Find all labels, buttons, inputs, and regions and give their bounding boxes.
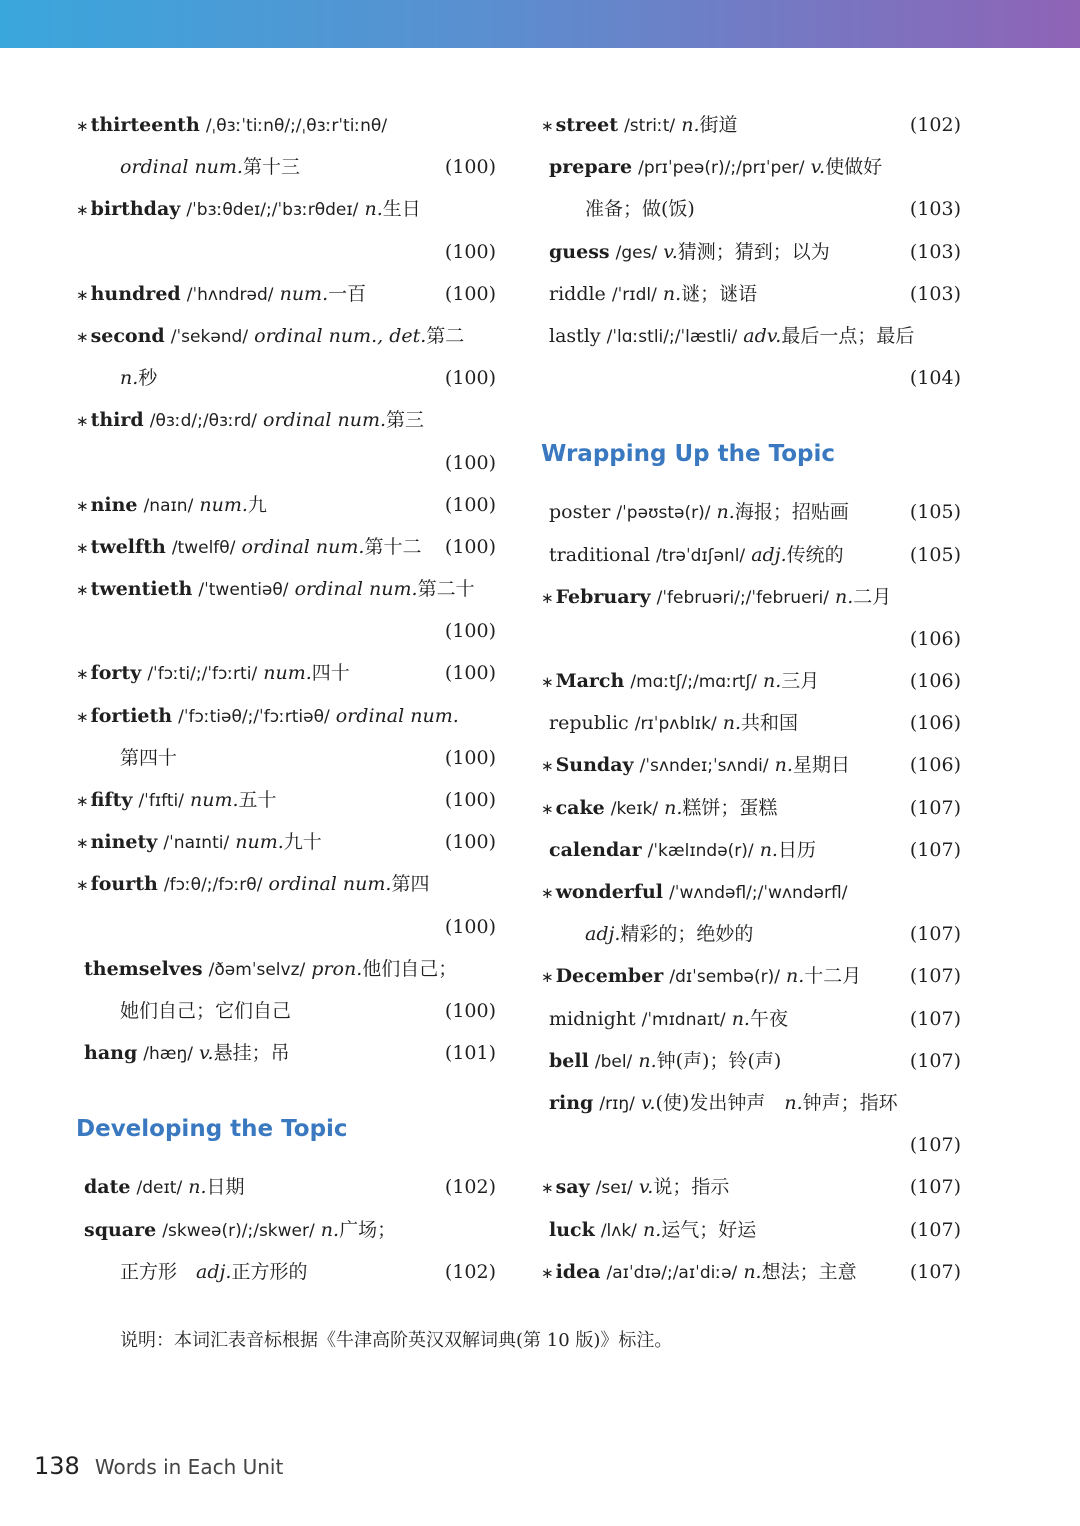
vocab-word: wonderful [555, 881, 664, 903]
left-column [76, 104, 496, 1293]
phonetic: /prɪˈpeə(r)/;/prɪˈper/ [638, 158, 805, 179]
page-ref: (100) [444, 789, 496, 811]
vocab-line [541, 491, 961, 533]
vocab-word: Sunday [555, 754, 634, 777]
part-of-speech: n. [743, 1260, 762, 1283]
definition: 第三 [386, 409, 425, 432]
page-ref: (100) [444, 535, 496, 558]
part-of-speech: n. [638, 1049, 657, 1072]
vocab-word: say [555, 1176, 590, 1199]
phonetic: /ˌθɜːˈtiːnθ/;/ˌθɜːrˈtiːnθ/ [205, 116, 388, 136]
page-ref: (106) [909, 627, 961, 650]
definition: (使)发出钟声 [655, 1091, 766, 1114]
definition: 共和国 [741, 712, 799, 735]
definition: 日历 [777, 838, 816, 861]
phonetic: /fɔːθ/;/fɔːrθ/ [163, 875, 263, 896]
vocab-line [76, 104, 496, 146]
part-of-speech: ordinal num. [268, 873, 392, 896]
star-icon: ∗ [541, 799, 554, 818]
page-ref: (100) [444, 367, 496, 390]
star-icon: ∗ [76, 117, 89, 135]
definition: 他们自己； [362, 957, 458, 980]
vocab-line [76, 1251, 496, 1293]
phonetic: /θɜːd/;/θɜːrd/ [149, 411, 257, 432]
phonetic: /ˈrɪdl/ [611, 284, 657, 305]
star-icon: ∗ [76, 201, 89, 220]
definition: 想法；主意 [761, 1260, 857, 1283]
phonetic: /rɪŋ/ [599, 1093, 635, 1114]
part-of-speech: n. [662, 282, 682, 305]
vocab-word: fourth [90, 873, 158, 896]
vocab-line [76, 990, 496, 1032]
vocab-word: second [90, 324, 165, 347]
phonetic: /keɪk/ [610, 798, 659, 819]
vocab-line [76, 273, 496, 315]
vocab-line [76, 442, 496, 484]
vocab-line [76, 948, 496, 990]
part-of-speech: n. [681, 114, 700, 136]
vocab-word: riddle [549, 282, 606, 305]
definition: 钟(声)；铃(声) [656, 1049, 782, 1072]
part-of-speech: n. [642, 1218, 662, 1241]
page-ref: (100) [444, 451, 496, 474]
definition: 正方形的 [231, 1260, 308, 1283]
page-ref: (105) [909, 543, 961, 566]
vocab-line [76, 695, 496, 737]
vocab-line [76, 526, 496, 568]
part-of-speech: ordinal num., det. [254, 324, 427, 347]
part-of-speech: num. [199, 493, 248, 516]
definition: 日期 [206, 1176, 245, 1199]
left-word-list [76, 104, 496, 1074]
definition: 猜测；猜到；以为 [677, 240, 830, 263]
vocab-line [541, 146, 961, 188]
part-of-speech: adv. [743, 324, 782, 347]
star-icon: ∗ [76, 412, 89, 431]
phonetic: /ˈsʌndeɪ;ˈsʌndi/ [639, 756, 769, 777]
vocab-word: fortieth [90, 704, 173, 727]
star-icon: ∗ [76, 538, 89, 557]
vocab-word: nine [90, 493, 138, 516]
vocab-line [541, 576, 961, 618]
definition: 五十 [238, 789, 277, 811]
page-ref: (106) [909, 712, 961, 735]
star-icon: ∗ [541, 884, 554, 902]
star-icon: ∗ [76, 665, 89, 684]
vocab-line [541, 1251, 961, 1293]
section-heading-developing: Developing the Topic [76, 1116, 348, 1143]
star-icon: ∗ [541, 757, 554, 776]
page-number: 138 [34, 1452, 80, 1480]
page-ref: (104) [909, 367, 961, 390]
vocab-line [541, 1040, 961, 1082]
phonetic: /trəˈdɪʃənl/ [656, 545, 746, 566]
definition: 十二月 [804, 965, 862, 988]
header-gradient-bar [0, 0, 1080, 48]
definition: 第二 [426, 324, 465, 347]
vocab-word: themselves [84, 957, 203, 980]
phonetic: /ˈfɔːti/;/ˈfɔːrti/ [147, 664, 258, 685]
vocab-line [541, 829, 961, 871]
part-of-speech: n. [835, 585, 854, 608]
vocab-line [541, 231, 961, 273]
page-ref: (103) [909, 198, 961, 221]
pronunciation-note: 说明：本词汇表音标根据《牛津高阶英汉双解词典(第 10 版)》标注。 [120, 1330, 673, 1351]
phonetic: /ges/ [615, 242, 658, 263]
star-icon: ∗ [76, 496, 89, 515]
vocab-word: February [555, 585, 651, 608]
vocab-line [76, 1209, 496, 1251]
vocab-line [541, 787, 961, 829]
page-ref: (103) [909, 282, 961, 305]
phonetic: /seɪ/ [595, 1178, 633, 1199]
definition: 三月 [781, 670, 820, 693]
page-ref: (107) [909, 1007, 961, 1030]
vocab-word: twelfth [90, 535, 166, 558]
vocab-line [76, 821, 496, 863]
left-word-list-2 [76, 1166, 496, 1293]
part-of-speech: adj. [196, 1260, 232, 1283]
definition: 二月 [853, 585, 892, 608]
part-of-speech: n. [188, 1176, 207, 1199]
phonetic: /dɪˈsembə(r)/ [669, 967, 780, 988]
phonetic: /ˈbɜːθdeɪ/;/ˈbɜːrθdeɪ/ [186, 200, 359, 221]
part-of-speech: adj. [751, 543, 787, 566]
vocab-word: date [84, 1176, 131, 1199]
page-ref: (100) [444, 746, 496, 769]
part-of-speech: n. [364, 198, 383, 221]
page-ref: (107) [909, 923, 961, 946]
part-of-speech: n. [759, 838, 778, 861]
definition: 她们自己；它们自己 [120, 999, 292, 1022]
phonetic: /ˈnaɪnti/ [163, 833, 230, 854]
vocab-word: cake [555, 796, 605, 819]
page-ref: (100) [444, 493, 496, 516]
phonetic: /ˈwʌndəfl/;/ˈwʌndərfl/ [669, 883, 848, 903]
page-ref: (100) [444, 156, 496, 179]
vocab-line [76, 315, 496, 357]
vocab-line [541, 273, 961, 315]
definition: 传统的 [786, 543, 844, 566]
definition: 使做好 [825, 156, 883, 179]
part-of-speech: v. [663, 240, 678, 263]
vocab-line [541, 1209, 961, 1251]
page-ref: (103) [909, 240, 961, 263]
vocab-line [541, 702, 961, 744]
definition: 糕饼；蛋糕 [682, 796, 778, 819]
page-ref: (107) [909, 796, 961, 819]
page-ref: (107) [909, 838, 961, 861]
page-footer [34, 1452, 283, 1480]
vocab-line [541, 913, 961, 955]
phonetic: /aɪˈdɪə/;/aɪˈdiːə/ [606, 1262, 738, 1283]
star-icon: ∗ [541, 968, 554, 987]
part-of-speech: v. [638, 1176, 654, 1199]
part-of-speech: v. [199, 1042, 214, 1065]
vocab-line [541, 357, 961, 399]
phonetic: /bel/ [594, 1051, 633, 1072]
part-of-speech: n. [731, 1007, 750, 1030]
part-of-speech: num. [190, 789, 239, 811]
vocab-word: midnight [549, 1007, 636, 1030]
page-ref: (107) [909, 1260, 961, 1283]
definition: 钟声；指环 [802, 1091, 898, 1114]
vocab-word: idea [555, 1260, 601, 1283]
vocab-word: thirteenth [90, 114, 200, 136]
phonetic: /striːt/ [624, 116, 676, 136]
vocab-word: street [555, 114, 619, 136]
vocab-word: ninety [90, 831, 158, 854]
right-word-list [541, 104, 961, 399]
vocab-line [76, 484, 496, 526]
vocab-line [541, 315, 961, 357]
phonetic: /ˈlɑːstli/;/ˈlæstli/ [606, 326, 738, 347]
vocab-line [541, 188, 961, 230]
vocab-word: guess [549, 240, 610, 263]
phonetic: /ˈfɪfti/ [138, 791, 184, 811]
vocab-word: twentieth [90, 578, 193, 601]
page-ref: (107) [909, 1049, 961, 1072]
vocab-word: ring [549, 1091, 594, 1114]
page-ref: (100) [444, 240, 496, 263]
phonetic: /ˈtwentiəθ/ [198, 580, 289, 601]
part-of-speech: num. [235, 831, 284, 854]
star-icon: ∗ [76, 327, 89, 346]
star-icon: ∗ [541, 588, 554, 607]
definition: 九 [247, 493, 267, 516]
vocab-line [541, 104, 961, 146]
definition: 街道 [699, 114, 738, 136]
definition: 精彩的；绝妙的 [620, 923, 754, 946]
part-of-speech: num. [263, 662, 312, 685]
vocab-line [76, 399, 496, 441]
part-of-speech: n. [120, 367, 139, 390]
definition: 第二十 [417, 578, 475, 601]
vocab-line [76, 737, 496, 779]
definition: 午夜 [749, 1007, 788, 1030]
vocab-line [76, 779, 496, 821]
vocab-line [76, 188, 496, 230]
vocab-line [76, 906, 496, 948]
definition: 九十 [283, 831, 322, 854]
phonetic: /skweə(r)/;/skwer/ [162, 1220, 315, 1241]
phonetic: /ˈmɪdnaɪt/ [641, 1009, 726, 1030]
star-icon: ∗ [541, 1263, 554, 1282]
phonetic: /ðəmˈselvz/ [208, 959, 306, 980]
vocab-word: republic [549, 712, 629, 735]
part-of-speech: ordinal num. [294, 578, 418, 601]
vocab-line [76, 652, 496, 694]
part-of-speech: v. [810, 156, 826, 179]
definition: 海报；招贴画 [734, 501, 849, 524]
star-icon: ∗ [541, 673, 554, 692]
page-ref: (102) [444, 1176, 496, 1199]
footer-title: Words in Each Unit [94, 1455, 284, 1479]
vocab-word: March [555, 670, 625, 693]
star-icon: ∗ [76, 834, 89, 853]
definition: 运气；好运 [661, 1218, 757, 1241]
vocab-line [76, 1166, 496, 1208]
definition: 说；指示 [653, 1176, 730, 1199]
definition: 正方形 [120, 1260, 178, 1283]
vocab-line [76, 610, 496, 652]
vocab-line [541, 998, 961, 1040]
phonetic: /deɪt/ [136, 1178, 183, 1199]
vocab-word: lastly [549, 324, 601, 347]
definition: 第四 [391, 873, 430, 896]
phonetic: /naɪn/ [143, 495, 194, 516]
phonetic: /mɑːtʃ/;/mɑːrtʃ/ [630, 672, 757, 693]
part-of-speech: n. [320, 1218, 340, 1241]
page-ref: (106) [909, 754, 961, 777]
part-of-speech: n. [786, 965, 805, 988]
vocab-line [541, 660, 961, 702]
vocab-word: traditional [549, 543, 651, 566]
part-of-speech: ordinal num. [335, 704, 459, 727]
vocab-word: third [90, 409, 144, 432]
part-of-speech: pron. [311, 957, 363, 980]
page-ref: (101) [444, 1042, 496, 1065]
vocab-word: forty [90, 662, 142, 685]
page-ref: (100) [444, 662, 496, 685]
part-of-speech: ordinal num. [263, 409, 387, 432]
page-ref: (102) [444, 1260, 496, 1283]
phonetic: /ˈhʌndrəd/ [186, 284, 274, 305]
vocab-line [541, 955, 961, 997]
vocab-line [541, 1124, 961, 1166]
definition: 秒 [138, 367, 158, 390]
vocab-line [76, 568, 496, 610]
page-ref: (107) [909, 1176, 961, 1199]
phonetic: /ˈkælɪndə(r)/ [647, 840, 754, 861]
vocab-word: hang [84, 1042, 138, 1065]
vocab-word: prepare [549, 156, 633, 179]
definition: 一百 [328, 282, 367, 305]
part-of-speech: n. [762, 670, 782, 693]
vocab-word: bell [549, 1049, 589, 1072]
page-ref: (105) [909, 501, 961, 524]
part-of-speech: n. [722, 712, 742, 735]
part-of-speech: n. [774, 754, 793, 777]
definition: 广场； [339, 1218, 397, 1241]
page-ref: (100) [444, 915, 496, 938]
vocab-word: fifty [90, 789, 133, 811]
star-icon: ∗ [76, 792, 89, 810]
phonetic: /rɪˈpʌblɪk/ [634, 714, 717, 735]
vocab-word: luck [549, 1218, 595, 1241]
definition: 谜；谜语 [681, 282, 758, 305]
vocab-line [76, 863, 496, 905]
definition: 星期日 [792, 754, 850, 777]
phonetic: /ˈpəʊstə(r)/ [616, 503, 711, 524]
part-of-speech: n. [716, 501, 735, 524]
page-ref: (107) [909, 1218, 961, 1241]
page-ref: (107) [909, 1134, 961, 1157]
page-ref: (106) [909, 670, 961, 693]
phonetic: /hæŋ/ [143, 1044, 193, 1065]
star-icon: ∗ [76, 707, 89, 726]
star-icon: ∗ [76, 285, 89, 304]
vocab-line [541, 744, 961, 786]
star-icon: ∗ [76, 876, 89, 895]
phonetic: /twelfθ/ [171, 537, 236, 558]
part-of-speech: n. [664, 796, 683, 819]
star-icon: ∗ [76, 581, 89, 600]
vocab-word: square [84, 1218, 157, 1241]
section-heading-wrapping: Wrapping Up the Topic [541, 441, 836, 468]
vocab-line [541, 534, 961, 576]
vocab-word: hundred [90, 282, 181, 305]
star-icon: ∗ [541, 1179, 554, 1198]
right-column [541, 104, 961, 1293]
vocab-word: birthday [90, 198, 181, 221]
right-word-list-2 [541, 491, 961, 1293]
definition: 第十三 [242, 156, 300, 179]
page-ref: (102) [909, 114, 961, 136]
vocab-line [541, 1166, 961, 1208]
part-of-speech: num. [279, 282, 329, 305]
definition: 最后一点；最后 [781, 324, 915, 347]
page-ref: (100) [444, 620, 496, 643]
page-ref: (100) [444, 831, 496, 854]
definition: 准备；做(饭) [585, 198, 695, 221]
star-icon: ∗ [541, 117, 554, 135]
definition: 悬挂；吊 [213, 1042, 290, 1065]
part-of-speech: ordinal num. [241, 535, 365, 558]
definition: 第十二 [364, 535, 422, 558]
part-of-speech: adj. [585, 923, 621, 946]
phonetic: /lʌk/ [600, 1220, 637, 1241]
phonetic: /ˈfɔːtiəθ/;/ˈfɔːrtiəθ/ [178, 706, 330, 727]
part-of-speech: ordinal num. [120, 156, 243, 179]
vocab-word: December [555, 965, 664, 988]
vocab-line [76, 146, 496, 188]
definition: 第四十 [120, 746, 178, 769]
definition: 生日 [382, 198, 421, 221]
vocab-word: poster [549, 501, 611, 524]
phonetic: /ˈfebruəri/;/ˈfebrueri/ [656, 587, 829, 608]
page-ref: (100) [444, 999, 496, 1022]
vocab-line [541, 1082, 961, 1124]
page-ref: (100) [444, 282, 496, 305]
vocab-line [541, 871, 961, 913]
vocab-word: calendar [549, 838, 642, 861]
definition: 四十 [311, 662, 350, 685]
vocab-line [76, 1032, 496, 1074]
page-ref: (107) [909, 965, 961, 988]
vocab-line [76, 357, 496, 399]
vocab-line [541, 618, 961, 660]
part-of-speech: v. [640, 1091, 656, 1114]
part-of-speech: n. [784, 1091, 803, 1114]
vocab-line [76, 231, 496, 273]
phonetic: /ˈsekənd/ [170, 326, 249, 347]
